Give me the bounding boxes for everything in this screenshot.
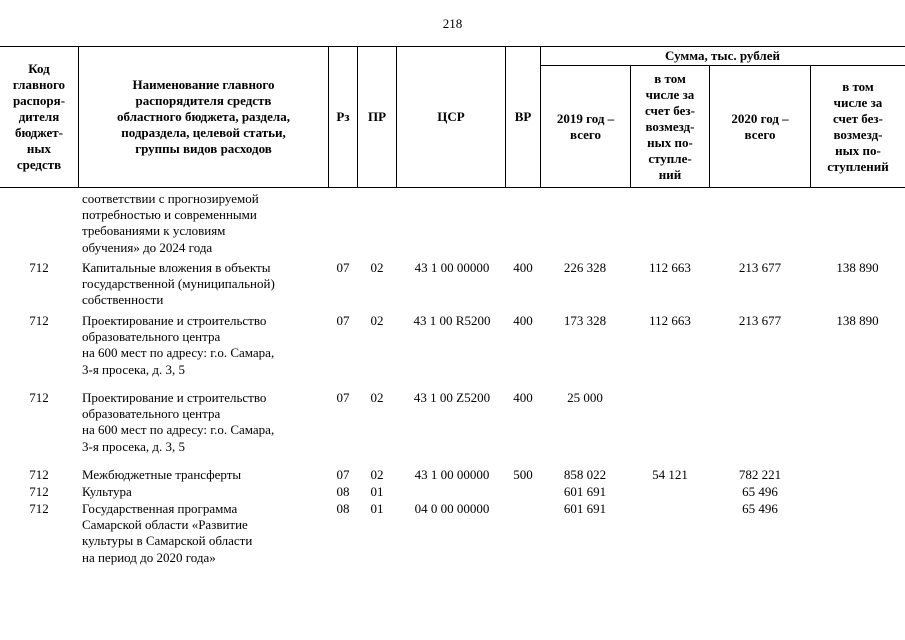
cell-code: 712 [29,467,49,482]
header-code: Код главного распоря- дителя бюджет- ных средств [12,61,66,172]
cell-code: 712 [29,260,49,275]
header-rz: Рз [336,109,350,124]
continuation-text: соответствии с прогнозируемой потребностью и современными требованиями к условиям обучения» до 2024 года [82,191,259,255]
cell-2019-total: 601 691 [563,484,607,499]
cell-2020-total: 782 221 [738,467,782,482]
cell-code: 712 [29,313,49,328]
cell-name: Государственная программа Самарской области «Развитие культуры в Самарской области на период до 2020 года» [82,501,253,565]
table-header [0,46,905,188]
cell-vr: 500 [513,467,533,482]
cell-code: 712 [29,390,49,405]
cell-2020-total: 65 496 [742,501,778,516]
header-2020-total: 2020 год – всего [731,110,789,142]
header-name: Наименование главного распорядителя средств областного бюджета, раздела, подраздела, целевой статьи, группы видов расходов [117,77,290,156]
cell-vr: 400 [513,260,533,275]
header-summa: Сумма, тыс. рублей [540,47,905,66]
cell-2019-free: 54 121 [652,467,688,482]
cell-rz: 08 [336,484,350,499]
cell-rz: 07 [336,313,350,328]
cell-csr: 04 0 00 00000 [414,501,490,516]
cell-2019-free: 112 663 [649,260,691,275]
cell-pr: 01 [370,484,384,499]
cell-name: Культура [82,484,132,499]
cell-pr: 02 [370,467,384,482]
cell-rz: 07 [336,467,350,482]
cell-name: Проектирование и строительство образовательного центра на 600 мест по адресу: г.о. Самара, 3-я просека, д. 3, 5 [82,390,275,454]
cell-2019-total: 601 691 [563,501,607,516]
cell-csr: 43 1 00 00000 [414,260,490,275]
header-2019-total: 2019 год – всего [556,110,615,142]
header-2020-free: в том числе за счет без- возмезд- ных по- ступлений [827,78,889,174]
cell-pr: 02 [370,260,384,275]
cell-2020-free: 138 890 [836,313,879,328]
cell-name: Межбюджетные трансферты [82,467,242,482]
cell-rz: 07 [336,390,350,405]
budget-table [0,46,905,565]
header-vr: ВР [514,109,532,124]
cell-2019-total: 25 000 [567,390,603,405]
cell-2019-free: 112 663 [649,313,691,328]
cell-csr: 43 1 00 R5200 [413,313,491,328]
cell-2020-free: 138 890 [836,260,879,275]
cell-name: Капитальные вложения в объекты государственной (муниципальной) собственности [82,260,275,308]
cell-rz: 08 [336,501,350,516]
cell-csr: 43 1 00 00000 [414,467,490,482]
header-pr: ПР [367,109,387,124]
cell-vr: 400 [513,390,533,405]
cell-2020-total: 213 677 [738,260,782,275]
page-number: 218 [442,16,463,31]
header-2019-free: в том числе за счет без- возмезд- ных по- ступле- ний [645,70,695,182]
cell-pr: 02 [370,390,384,405]
cell-code: 712 [29,484,49,499]
cell-2020-total: 65 496 [742,484,778,499]
cell-2019-total: 173 328 [563,313,607,328]
cell-pr: 02 [370,313,384,328]
cell-rz: 07 [336,260,350,275]
cell-code: 712 [29,501,49,516]
header-csr: ЦСР [437,109,465,124]
cell-2020-total: 213 677 [738,313,782,328]
cell-2019-total: 226 328 [563,260,607,275]
cell-name: Проектирование и строительство образовательного центра на 600 мест по адресу: г.о. Самара, 3-я просека, д. 3, 5 [82,313,275,377]
cell-pr: 01 [370,501,384,516]
cell-csr: 43 1 00 Z5200 [413,390,491,405]
cell-2019-total: 858 022 [563,467,607,482]
cell-vr: 400 [513,313,533,328]
